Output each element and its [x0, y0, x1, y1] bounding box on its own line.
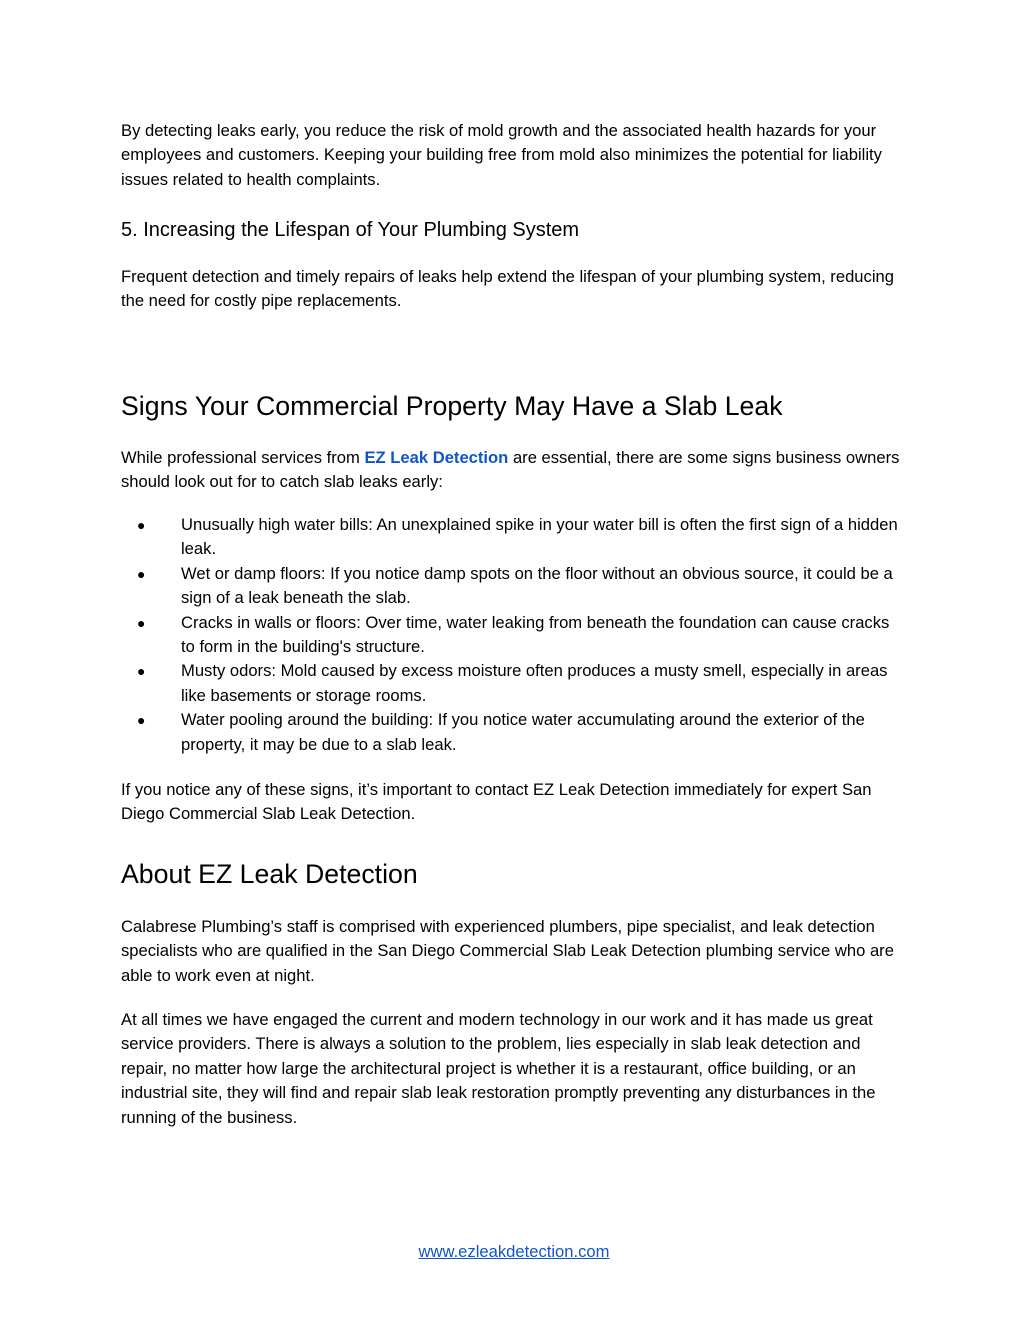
about-paragraph-2: At all times we have engaged the current and modern technology in our work and it has made us great service providers. There is always a solution to the problem, lies especially in slab leak detection and repair, no matter how large the architectural project is whether it is a restaurant, office building, or an industrial site, they will find and repair slab leak restoration promptly preventing any disturbances in the running of the business. [121, 1010, 876, 1127]
signs-intro-after: are essential, there are some signs business owners should look out for to catch slab leaks early: [121, 448, 900, 492]
document-page [121, 0, 907, 1325]
signs-bullet-list [121, 513, 907, 757]
list-item [121, 513, 907, 562]
list-item-text: Unusually high water bills: An unexplained spike in your water bill is often the first sign of a hidden leak. [181, 515, 898, 559]
list-item-text: Cracks in walls or floors: Over time, water leaking from beneath the foundation can cause cracks to form in the building's structure. [181, 612, 890, 657]
about-paragraph-1: Calabrese Plumbing’s staff is comprised with experienced plumbers, pipe specialist, and leak detection specialists who are qualified in the San Diego Commercial Slab Leak Detection plumbing service who are able to work even at night. [121, 917, 894, 985]
list-item-text: Wet or damp floors: If you notice damp spots on the floor without an obvious source, it could be a sign of a leak beneath the slab. [181, 563, 893, 608]
bullet-icon: ● [137, 663, 146, 680]
list-item-text: Musty odors: Mold caused by excess moisture often produces a musty smell, especially in areas like basements or storage rooms. [181, 661, 888, 705]
signs-intro-before: While professional services from [121, 448, 365, 467]
bullet-icon: ● [137, 712, 146, 729]
website-link[interactable]: www.ezleakdetection.com [418, 1242, 610, 1261]
list-item [121, 659, 907, 708]
mold-paragraph: By detecting leaks early, you reduce the risk of mold growth and the associated health hazards for your employees and customers. Keeping your building free from mold also minimizes the potential for liability issues related to health complaints. [121, 121, 882, 189]
about-heading: About EZ Leak Detection [121, 859, 418, 889]
section-5-heading: 5. Increasing the Lifespan of Your Plumbing System [121, 219, 580, 241]
list-item [121, 708, 907, 757]
bullet-icon: ● [137, 614, 146, 631]
bullet-icon: ● [137, 517, 146, 533]
signs-heading: Signs Your Commercial Property May Have a Slab Leak [121, 391, 783, 421]
ez-leak-detection-link[interactable]: EZ Leak Detection [364, 448, 509, 467]
signs-intro-paragraph [121, 446, 907, 495]
list-item [121, 562, 907, 611]
signs-closing-paragraph: If you notice any of these signs, it’s important to contact EZ Leak Detection immediately for expert San Diego Commercial Slab Leak Detection. [121, 780, 872, 824]
list-item-text: Water pooling around the building: If you notice water accumulating around the exterior of the property, it may be due to a slab leak. [181, 710, 865, 754]
section-5-paragraph: Frequent detection and timely repairs of leaks help extend the lifespan of your plumbing system, reducing the need for costly pipe replacements. [121, 267, 894, 311]
footer [121, 1240, 907, 1264]
list-item [121, 611, 907, 660]
bullet-icon: ● [137, 565, 146, 582]
